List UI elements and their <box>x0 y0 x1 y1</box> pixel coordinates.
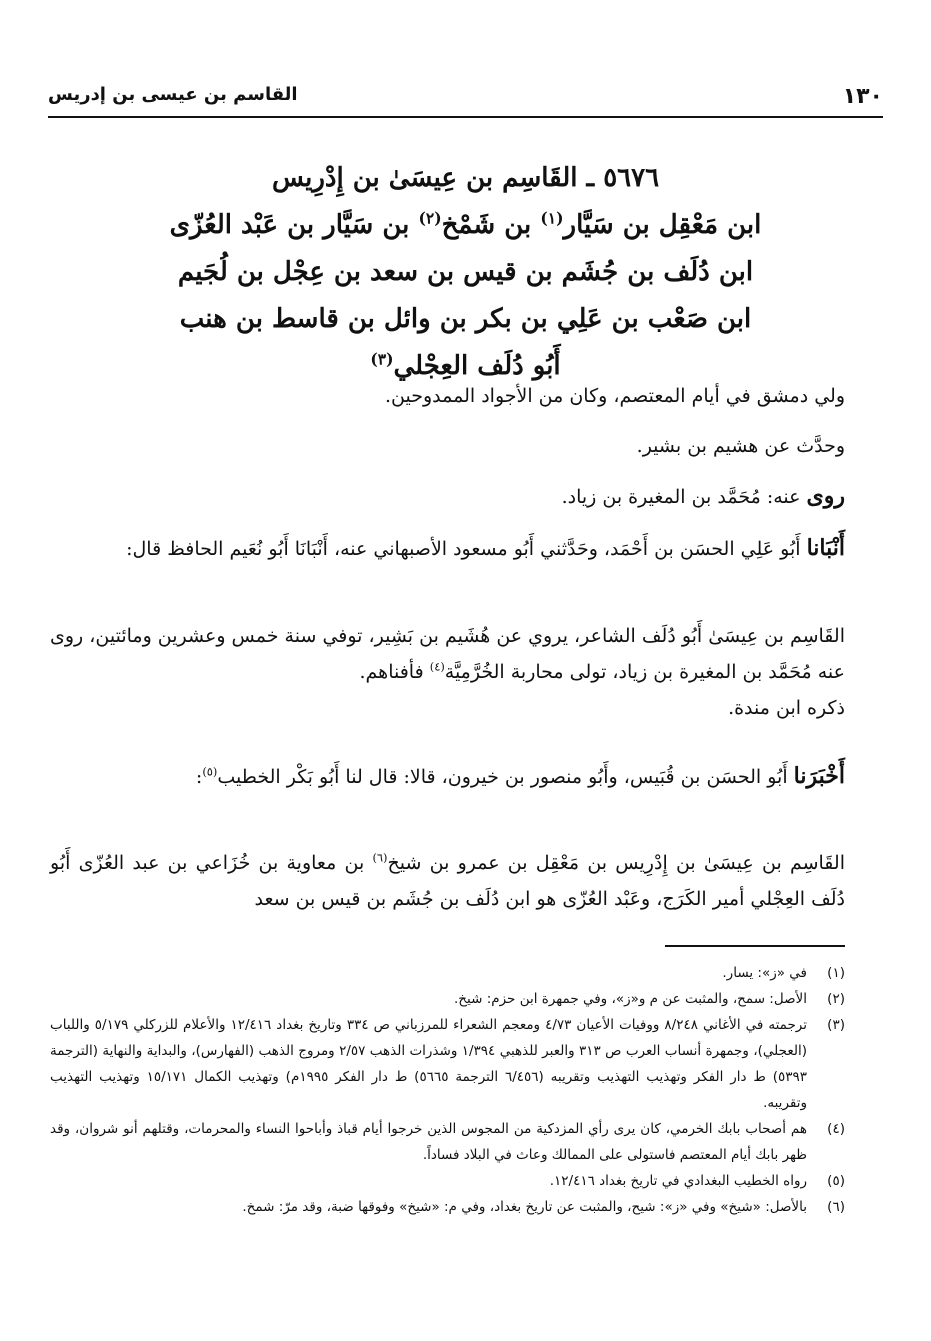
paragraph-text: القَاسِم بن عِيسَىٰ بن إِدْرِيس بن مَعْقِل بن عمرو بن شيخ <box>387 852 845 874</box>
title-line-1: ٥٦٧٦ ـ القَاسِم بن عِيسَىٰ بن إِدْرِيس <box>271 163 660 193</box>
lead-word: أَخْبَرَنا <box>793 763 845 789</box>
paragraph-text: القَاسِم بن عِيسَىٰ أَبُو دُلَف الشاعر، يروي عن هُشَيم بن بَشِير، توفي سنة خمس وعشرين ومائتين، روى عنه مُحَمَّد بن المغيرة بن زياد، تولى محاربة الخُرَّمِيَّة <box>50 625 845 683</box>
footnote <box>50 986 845 1012</box>
page-header <box>48 78 883 114</box>
footnote-text: ترجمته في الأغاني ٨/٢٤٨ ووفيات الأعيان ٤/٧٣ ومعجم الشعراء للمرزباني ص ٣٣٤ وتاريخ بغداد ١٢/٤١٦ والأعلام للزركلي ٥/١٧٩ واللباب (العجلي)، وجمهرة أنساب العرب ص ٣١٣ والعبر للذهبي ١/٣٩٤ وشذرات الذهب ٢/٥٧ ومروج الذهب (الفهارس)، والبداية والنهاية (الترجمة ٥٣٩٣) ط دار الفكر وتهذيب التهذيب وتقريبه (٦/٤٥٦ الترجمة ٥٦٦٥) ط دار الفكر ١٩٩٥م) وتهذيب الكمال ١٥/١٧١ وتهذيب التهذيب وتقريبه. <box>50 1017 808 1111</box>
title-segment: ابن مَعْقِل بن سَيَّار <box>563 210 762 240</box>
punctuation: : <box>195 766 203 788</box>
footnote-number: (٥) <box>827 1173 845 1189</box>
paragraph-text: وحدَّث عن هشيم بن بشير. <box>636 435 845 457</box>
footnote-text: بالأصل: «شيخ» وفي «ز»: شيح، والمثبت عن تاريخ بغداد، وفي م: «شيخ» وفوقها ضبة، وقد مرّ: شمخ. <box>242 1199 807 1215</box>
paragraph-text: ولي دمشق في أيام المعتصم، وكان من الأجواد الممدوحين. <box>385 385 845 407</box>
footnote-text: رواه الخطيب البغدادي في تاريخ بغداد ١٢/٤١٦. <box>549 1173 807 1189</box>
title-segment: بن شَمْخ <box>441 210 532 240</box>
title-line-3: ابن دُلَف بن جُشَم بن قيس بن سعد بن عِجْل بن لُجَيم <box>177 257 754 287</box>
title-line-2 <box>80 202 851 249</box>
footnote-ref-4: (٤) <box>429 659 445 674</box>
paragraph-quote-1 <box>50 618 845 726</box>
footnote <box>50 1116 845 1168</box>
footnote-text: هم أصحاب بابك الخرمي، كان يرى رأي المزدكية من المجوس الذين خرجوا أيام قباذ وأباحوا النساء والمحرمات، وقتلهم أنو شروان، وقد ظهر بابك أيام المعتصم فاستولى على الممالك وعاث في البلاد فساداً. <box>50 1121 807 1163</box>
lead-word: روى <box>806 483 845 509</box>
paragraph-isnad-2 <box>50 758 845 795</box>
paragraph-text: عنه: مُحَمَّد بن المغيرة بن زياد. <box>561 486 801 508</box>
lead-word: أَنْبَانا <box>806 535 845 561</box>
footnote-ref-1: (١) <box>540 208 564 228</box>
footnote-text: في «ز»: يسار. <box>722 965 807 981</box>
title-segment: بن سَيَّار بن عَبْد العُزّى <box>169 210 410 240</box>
footnote-ref-3: (٣) <box>370 349 394 369</box>
footnote-number: (٤) <box>827 1121 845 1137</box>
paragraph-source: ذكره ابن مندة. <box>728 697 845 719</box>
paragraph-text: أَبُو الحسَن بن قُبَيس، وأَبُو منصور بن خيرون، قالا: قال لنا أَبُو بَكْر الخطيب <box>217 766 788 788</box>
footnote-ref-2: (٢) <box>418 208 442 228</box>
footnote <box>50 1168 845 1194</box>
footnote-ref-5: (٥) <box>202 764 218 779</box>
paragraph-narrated <box>50 428 845 464</box>
paragraph-transmitter <box>50 478 845 515</box>
footnote <box>50 960 845 986</box>
paragraph-quote-2 <box>50 845 845 917</box>
paragraph-text: بن معاوية بن خُزَاعي بن عبد العُزّى أَبُو دُلَف العِجْلي أمير الكَرَج، وعَبْد العُزّى هو ابن دُلَف بن جُشَم بن قيس بن سعد <box>50 852 845 910</box>
footnote <box>50 1012 845 1116</box>
paragraph-isnad-1 <box>50 530 845 567</box>
footnote <box>50 1194 845 1220</box>
footnotes <box>50 960 845 1220</box>
entry-title <box>80 155 851 390</box>
title-line-4: ابن صَعْب بن عَلِي بن بكر بن وائل بن قاسط بن هنب <box>179 304 752 334</box>
footnote-number: (٣) <box>827 1017 845 1033</box>
paragraph-text: فأفناهم. <box>359 661 424 683</box>
footnote-rule <box>665 945 845 947</box>
footnote-ref-6: (٦) <box>372 850 388 865</box>
page-number: ١٣٠ <box>842 84 883 109</box>
footnote-number: (١) <box>827 965 845 981</box>
footnote-text: الأصل: سمح، والمثبت عن م و«ز»، وفي جمهرة ابن حزم: شيخ. <box>454 991 807 1007</box>
running-title: القاسم بن عيسى بن إدريس <box>48 84 298 105</box>
header-rule <box>48 116 883 118</box>
footnote-number: (٢) <box>827 991 845 1007</box>
paragraph-governor <box>50 378 845 414</box>
footnote-number: (٦) <box>827 1199 845 1215</box>
paragraph-text: أَبُو عَلِي الحسَن بن أَحْمَد، وحَدَّثني أَبُو مسعود الأصبهاني عنه، أَنْبَانَا أَبُو نُعَيم الحافظ قال: <box>126 538 801 560</box>
title-segment: أَبُو دُلَف العِجْلي <box>393 351 561 381</box>
